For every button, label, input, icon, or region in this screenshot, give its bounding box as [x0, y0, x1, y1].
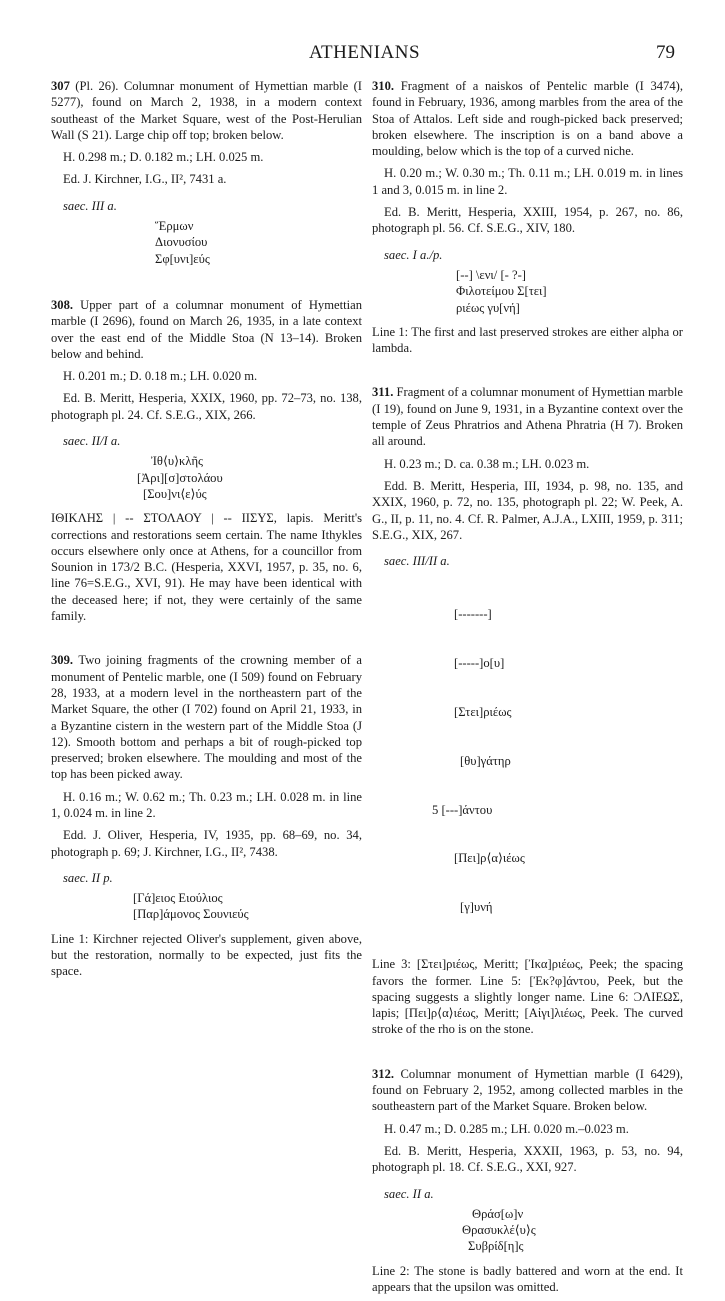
running-header — [50, 42, 679, 68]
inscription-line: [Πει]ρ⟨α⟩ιέως — [454, 851, 525, 866]
entry-date: saec. II p. — [63, 870, 113, 885]
entry-edition: Ed. B. Meritt, Hesperia, XXXII, 1963, p. 53, no. 94, photograph pl. 18. Cf. S.E.G., XXI, 927. — [372, 1143, 683, 1175]
inscription-line: ριέως γυ[νή] — [456, 300, 520, 315]
entry-commentary: Line 1: The first and last preserved strokes are either alpha or lambda. — [372, 324, 683, 356]
inscription-line: [Γά]ειος Ειούλιος — [133, 891, 223, 906]
entry-edition: Edd. J. Oliver, Hesperia, IV, 1935, pp. 68–69, no. 34, photograph p. 69; J. Kirchner, I.G., II², 7438. — [51, 828, 362, 859]
entry-307 — [51, 78, 362, 267]
entry-edition: Edd. B. Meritt, Hesperia, III, 1934, p. 98, no. 135, and XXIX, 1960, p. 72, no. 135, photograph pl. 22; W. Peek, A. G., II, p. 11, no. 4. Cf. R. Palmer, A.J.A., LXIII, 1959, p. 311; S.E.G., XIX, 267. — [372, 478, 683, 542]
entry-dimensions: H. 0.201 m.; D. 0.18 m.; LH. 0.020 m. — [63, 369, 258, 384]
inscription-line: Συβρίδ[η]ς — [468, 1239, 524, 1254]
entry-description: 309. Two joining fragments of the crowning member of a monument of Pentelic marble, one (I 509) found on February 28, 1933, at a modern level in the northeastern part of the Market Square, the other (I 702) found on April 21, 1933, in a Byzantine cistern in the western part of the Middle Stoa (J 12). Smooth bottom and perhaps a bit of rough-picked top preserved; broken elsewhere. The moulding and most of the top has been picked away. — [51, 653, 363, 782]
running-title: ATHENIANS — [308, 42, 421, 63]
entry-dimensions: H. 0.20 m.; W. 0.30 m.; Th. 0.11 m.; LH. 0.019 m. in lines 1 and 3, 0.015 m. in line 2. — [372, 166, 683, 197]
inscription-line: [Ἀρι][σ]στολάου — [137, 470, 223, 485]
left-column — [51, 78, 362, 986]
entry-commentary: Line 2: The stone is badly battered and worn at the end. It appears that the upsilon was omitted. — [372, 1263, 683, 1294]
entry-dimensions: H. 0.23 m.; D. ca. 0.38 m.; LH. 0.023 m. — [384, 456, 590, 471]
inscription-line: Ἰθ⟨υ⟩κλῆς — [151, 454, 204, 469]
entry-number: 312. — [372, 1066, 395, 1081]
entry-312 — [372, 1066, 683, 1296]
inscription-line: [Στει]ριέως — [454, 704, 512, 719]
inscription-text — [133, 890, 362, 923]
entry-number: 307 — [51, 79, 70, 93]
entry-number: 308. — [51, 297, 74, 312]
entry-number: 309. — [51, 653, 74, 668]
entry-commentary: Line 3: [Στει]ριέως, Meritt; [Ἰκα]ριέως, Peek; the spacing favors the former. Line 5: [Ἐκ?φ]άντου, Peek, but the spacing suggests a slightly longer name. Line 6: ϽΛΙΕΩΣ, lapis; [Πει]ρ⟨α⟩ιέως, Meritt; [Αἰγι]λιέως, Peek. The curved stroke of the rho is on the stone. — [372, 957, 683, 1037]
inscription-line: Ἕρμων — [155, 219, 194, 234]
entry-description: 310. Fragment of a naiskos of Pentelic marble (I 3474), found in February, 1936, among marbles from the area of the Stoa of Attalos. Left side and rough-picked back preserved; broken elsewhere. The inscription is on a band above a moulding, below which is the top of a curved niche. — [372, 79, 683, 159]
inscription-line: [Παρ]άμονος Σουνιεύς — [133, 907, 249, 922]
entry-311 — [372, 384, 683, 1037]
entry-309 — [51, 652, 362, 979]
inscription-line: [-----]ο[υ] — [454, 655, 505, 670]
inscription-line: [-------] — [454, 607, 492, 622]
inscription-text — [155, 218, 362, 267]
inscription-line: Φιλοτείμου Σ[τει] — [456, 284, 547, 299]
entry-date: saec. II/I a. — [63, 434, 121, 449]
inscription-line: [θυ]γάτηρ — [460, 753, 511, 768]
entry-commentary: Line 1: Kirchner rejected Oliver's supplement, given above, but the restoration, normally to be expected, just fits the space. — [51, 931, 362, 979]
entry-edition: Ed. B. Meritt, Hesperia, XXIII, 1954, p. 267, no. 86, photograph pl. 56. Cf. S.E.G., XIV, 180. — [372, 205, 683, 236]
entry-edition: Ed. J. Kirchner, I.G., II², 7431 a. — [63, 172, 227, 187]
entry-dimensions: H. 0.47 m.; D. 0.285 m.; LH. 0.020 m.–0.023 m. — [384, 1121, 629, 1136]
entry-description: 311. Fragment of a columnar monument of Hymettian marble (I 19), found on June 9, 1931, in a Byzantine context over the temple of Zeus Phratrios and Athena Phratria (H 7). Broken all around. — [372, 385, 683, 449]
entry-308 — [51, 297, 362, 624]
inscription-line: Θρασυκλέ⟨υ⟩ς — [462, 1223, 536, 1238]
inscription-line: [γ]υνή — [460, 900, 493, 915]
inscription-text — [432, 573, 683, 948]
right-column — [372, 78, 683, 1301]
inscription-line: Θράσ[ω]ν — [472, 1206, 524, 1221]
entry-dimensions: H. 0.16 m.; W. 0.62 m.; Th. 0.23 m.; LH. 0.028 m. in line 1, 0.024 m. in line 2. — [51, 789, 362, 820]
entry-number: 310. — [372, 79, 395, 93]
entry-date: saec. III a. — [63, 198, 117, 213]
entry-date: saec. I a./p. — [384, 247, 443, 262]
entry-description: 307 (Pl. 26). Columnar monument of Hymettian marble (I 5277), found on March 2, 1938, in a modern context southeast of the Market Square, west of the Post-Herulian Wall (S 21). Large chip off top; broken below. — [51, 79, 362, 142]
inscription-line: 5 [---]άντου — [432, 802, 493, 817]
entry-date: saec. II a. — [384, 1186, 434, 1201]
entry-310 — [372, 78, 683, 356]
entry-description: 312. Columnar monument of Hymettian marble (I 6429), found on February 2, 1952, among collected marbles in the southeastern part of the Market Square. Broken below. — [372, 1066, 683, 1114]
entry-edition: Ed. B. Meritt, Hesperia, XXIX, 1960, pp. 72–73, no. 138, photograph pl. 24. Cf. S.E.G., XIX, 266. — [51, 391, 362, 422]
inscription-text — [137, 453, 362, 502]
inscription-text — [462, 1206, 683, 1255]
entry-description: 308. Upper part of a columnar monument of Hymettian marble (I 2696), found on March 26, 1935, in a late context over the east end of the Middle Stoa (N 13–14). Broken below and behind. — [51, 297, 362, 361]
inscription-line: Σφ[υνι]εύς — [155, 251, 210, 266]
inscription-line: [Σου]νι⟨ε⟩ύς — [143, 486, 207, 501]
entry-date: saec. III/II a. — [384, 554, 450, 569]
entry-dimensions: H. 0.298 m.; D. 0.182 m.; LH. 0.025 m. — [63, 150, 264, 165]
inscription-line: Διονυσίου — [155, 235, 208, 250]
entry-number: 311. — [372, 385, 394, 400]
page-number: 79 — [656, 42, 675, 63]
entry-commentary: ΙΘΙΚΛΗΣ | -- ΣΤΟΛΑΟΥ | -- ΙΙΣΥΣ, lapis. Meritt's corrections and restorations seem certain. The name Ithykles occurs elsewhere only once at Athens, for a councillor from Sounion in 173/2 B.C. (Hesperia, XXVI, 1957, p. 35, no. 6, line 76=S.E.G., XVI, 91). He may have been identical with the deceased here; if not, they were certainly of the same family. — [51, 511, 362, 624]
inscription-text — [456, 267, 683, 316]
inscription-line: [--] \ενι/ [- ?-] — [456, 267, 526, 282]
